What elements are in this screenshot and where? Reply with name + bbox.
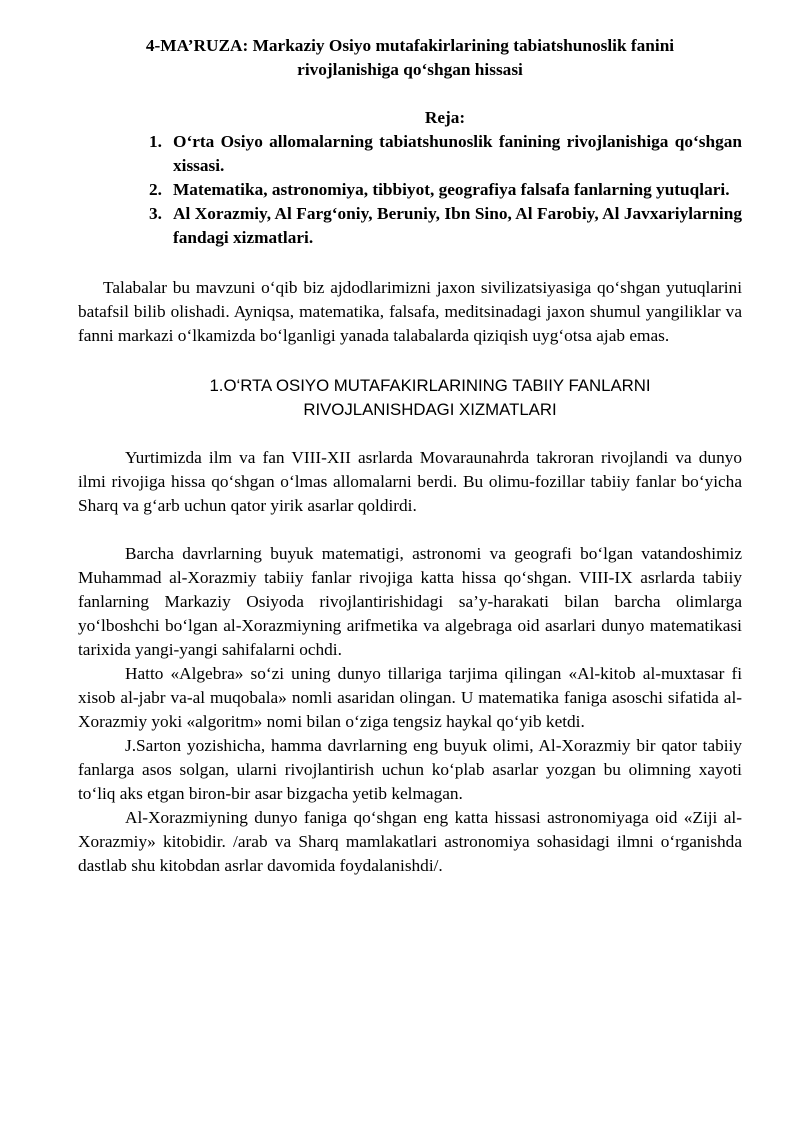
plan-list xyxy=(78,130,742,250)
section-heading xyxy=(78,374,742,422)
plan-item xyxy=(149,202,742,250)
plan-item-number: 1. xyxy=(149,132,162,151)
document-page xyxy=(78,34,742,878)
section-title-line-1: O‘RTA OSIYO MUTAFAKIRLARINING TABIIY FANLARNI xyxy=(223,376,651,395)
body-paragraph: Barcha davrlarning buyuk matematigi, astronomi va geografi bo‘lgan vatandoshimiz Muhammad al-Xorazmiy tabiiy fanlar rivojiga katta hissa qo‘shgan. VIII-IX asrlarda tabiiy fanlarning Markaziy Osiyoda rivojlantirishidagi sa’y-harakati bilan barcha olimlarga yo‘lboshchi bo‘lgan al-Xorazmiyning arifmetika va algebraga oid asarlari dunyo matematikasi tarixida yangi-yangi sahifalarni ochdi. xyxy=(78,544,742,659)
body-paragraph: Al-Xorazmiyning dunyo faniga qo‘shgan eng katta hissasi astronomiyaga oid «Ziji al-Xorazmiy» kitobidir. /arab va Sharq mamlakatlari astronomiya sohasidagi ilmni o‘rganishda dastlab shu kitobdan asrlar davomida foydalanishdi/. xyxy=(78,808,742,875)
plan-item xyxy=(149,178,742,202)
section-title-line-2: RIVOJLANISHDAGI XIZMATLARI xyxy=(303,400,557,419)
lecture-title-line-1: 4-MA’RUZA: Markaziy Osiyo mutafakirlarining tabiatshunoslik fanini xyxy=(145,36,675,55)
section-number: 1. xyxy=(209,376,224,395)
plan-item-text: Al Xorazmiy, Al Farg‘oniy, Beruniy, Ibn Sino, Al Farobiy, Al Javxariylarning fandagi xizmatlari. xyxy=(173,204,742,247)
intro-paragraph: Talabalar bu mavzuni o‘qib biz ajdodlarimizni jaxon sivilizatsiyasiga qo‘shgan yutuqlarini batafsil bilib olishadi. Ayniqsa, matematika, falsafa, meditsinadagi jaxon shumul yangiliklar va fanni markazi o‘lkamizda bo‘lganligi yanada talabalarda qiziqish uyg‘otsa ajab emas. xyxy=(78,278,742,345)
plan-item-text: O‘rta Osiyo allomalarning tabiatshunoslik fanining rivojlanishiga qo‘shgan xissasi. xyxy=(173,132,742,175)
plan-item-number: 2. xyxy=(149,180,162,199)
body-paragraph: J.Sarton yozishicha, hamma davrlarning eng buyuk olimi, Al-Xorazmiy bir qator tabiiy fanlarga asos solgan, ularni rivojlantirish uchun ko‘plab asarlar yozgan bu olimning xayoti to‘liq aks etgan biron-bir asar bizgacha yetib kelmagan. xyxy=(78,736,742,803)
plan-item xyxy=(149,130,742,178)
body-paragraph: Yurtimizda ilm va fan VIII-XII asrlarda Movaraunahrda takroran rivojlandi va dunyo ilmi rivojiga hissa qo‘shgan o‘lmas allomalarni berdi. Bu olimu-fozillar tabiiy fanlar bo‘yicha Sharq va g‘arb uchun qator yirik asarlar qoldirdi. xyxy=(78,448,742,515)
lecture-title xyxy=(78,34,742,82)
plan-heading: Reja: xyxy=(424,108,466,127)
body-paragraph: Hatto «Algebra» so‘zi uning dunyo tillariga tarjima qilingan «Al-kitob al-muxtasar fi xisob al-jabr va-al muqobala» nomli asaridan olingan. U matematika faniga asoschi sifatida al-Xorazmiy yoki «algoritm» nomi bilan o‘ziga tengsiz haykal qo‘yib ketdi. xyxy=(78,664,742,731)
plan-item-text: Matematika, astronomiya, tibbiyot, geografiya falsafa fanlarning yutuqlari. xyxy=(173,180,730,199)
lecture-title-line-2: rivojlanishiga qo‘shgan hissasi xyxy=(297,60,523,79)
plan-item-number: 3. xyxy=(149,204,162,223)
